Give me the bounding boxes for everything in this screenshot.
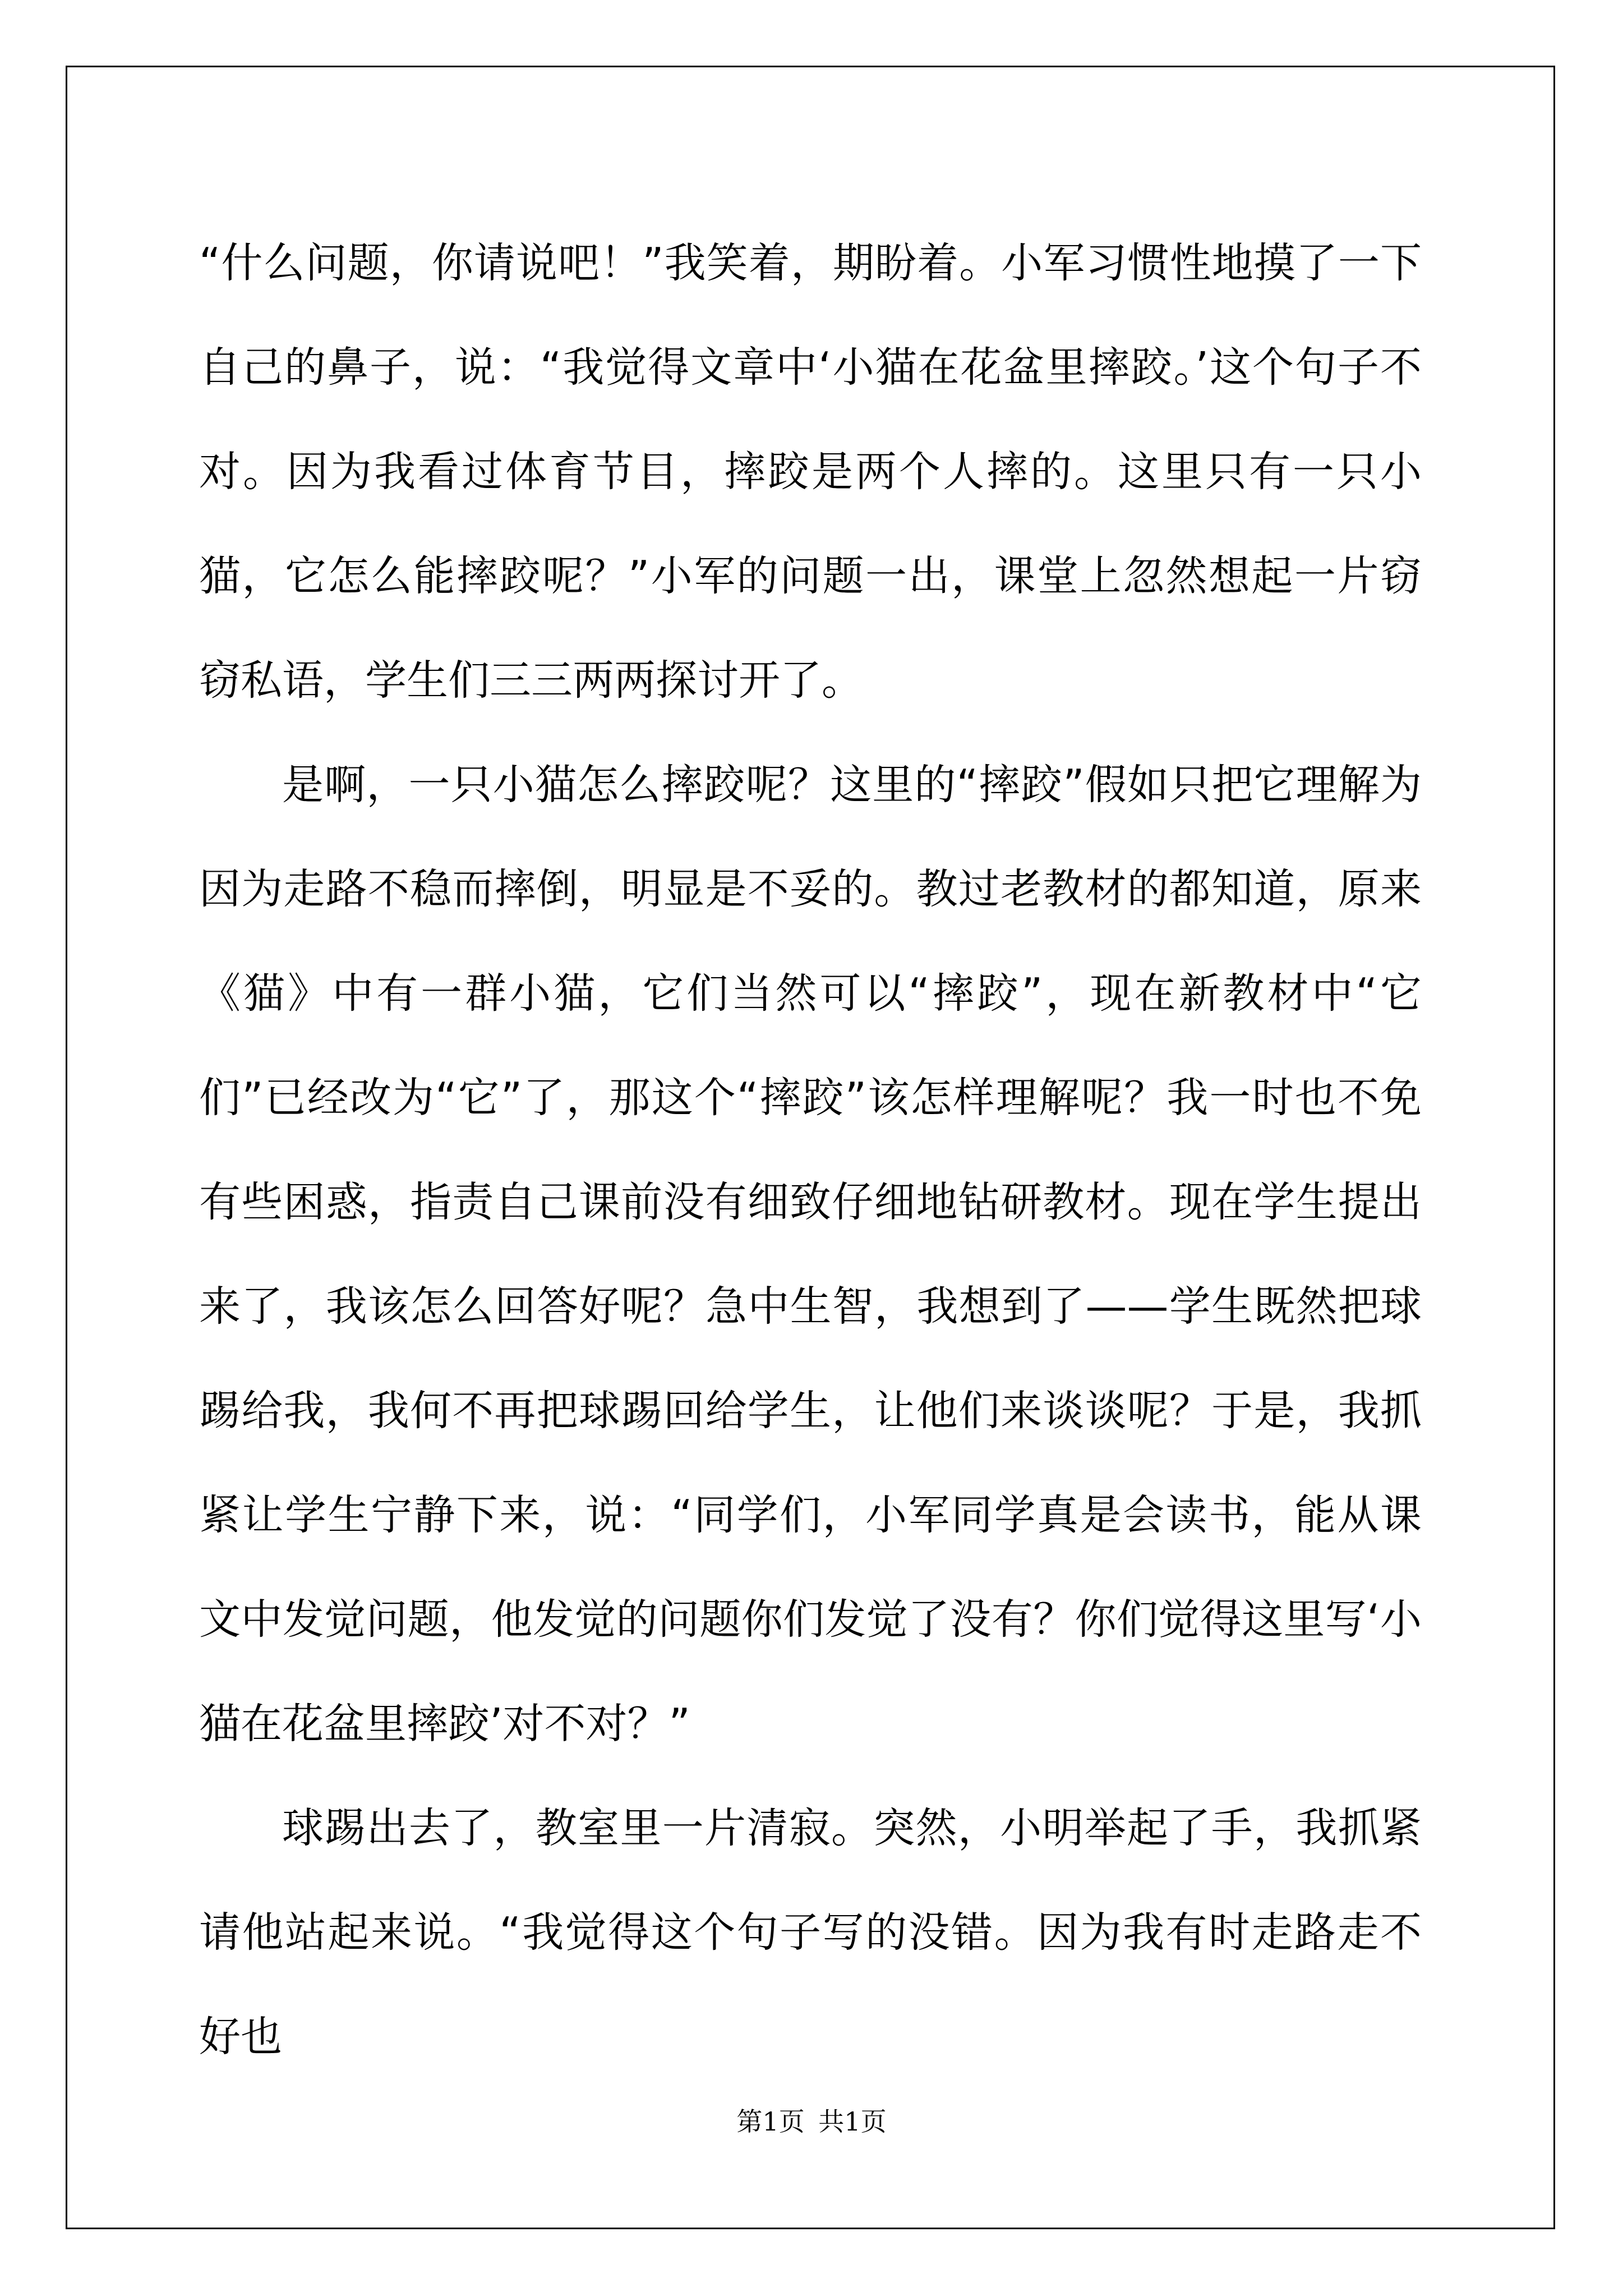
paragraph-1: “什么问题，你请说吧！”我笑着，期盼着。小军习惯性地摸了一下自己的鼻子，说：“我觉得文章中‘小猫在花盆里摔跤。’这个句子不对。因为我看过体育节目，摔跤是两个人摔的。这里只有一只小猫，它怎么能摔跤呢？”小军的问题一出，课堂上忽然想起一片窃窃私语，学生们三三两两探讨开了。 — [199, 239, 1422, 705]
paragraph-3: 球踢出去了，教室里一片清寂。突然，小明举起了手，我抓紧请他站起来说。“我觉得这个句子写的没错。因为我有时走路走不好也 — [199, 1804, 1422, 2061]
paragraph-2: 是啊，一只小猫怎么摔跤呢？这里的“摔跤”假如只把它理解为因为走路不稳而摔倒，明显是不妥的。教过老教材的都知道，原来《猫》中有一群小猫，它们当然可以“摔跤”，现在新教材中“它们”已经改为“它”了，那这个“摔跤”该怎样理解呢？我一时也不免有些困惑，指责自己课前没有细致仔细地钻研教材。现在学生提出来了，我该怎么回答好呢？急中生智，我想到了——学生既然把球踢给我，我何不再把球踢回给学生，让他们来谈谈呢？于是，我抓紧让学生宁静下来，说：“同学们，小军同学真是会读书，能从课文中发觉问题，他发觉的问题你们发觉了没有？你们觉得这里写‘小猫在花盆里摔跤’对不对？” — [199, 761, 1422, 1748]
document-body — [199, 211, 1422, 2089]
page-footer: 第1页 共1页 — [736, 2106, 887, 2137]
